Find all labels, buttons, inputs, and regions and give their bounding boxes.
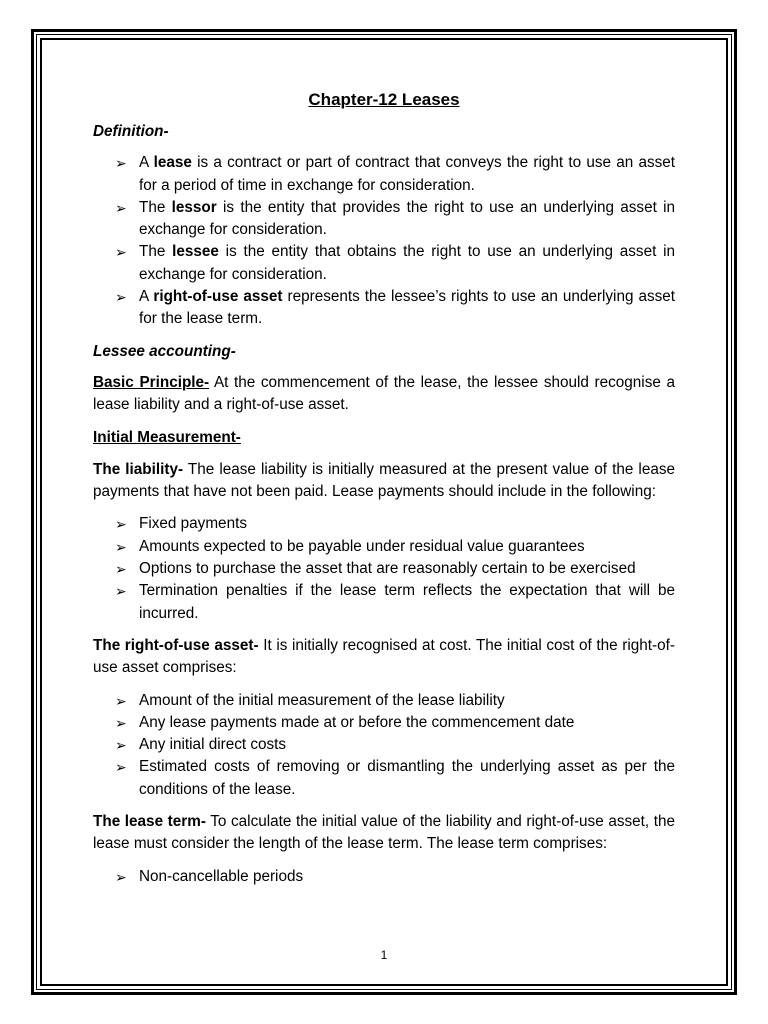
- list-item: ➢ Any initial direct costs: [93, 734, 675, 756]
- list-item: ➢ Options to purchase the asset that are reasonably certain to be exercised: [93, 558, 675, 580]
- definition-item: ➢ The lessor is the entity that provides the right to use an underlying asset in exchange for consideration.: [115, 198, 676, 239]
- lessee-accounting-heading: Lessee accounting-: [93, 342, 236, 360]
- lease-term-label: The lease term-: [93, 813, 206, 831]
- lease-term-paragraph: The lease term- To calculate the initial value of the liability and right-of-use asset, the lease must consider the length of the lease term. The lease term comprises:: [93, 813, 675, 853]
- rou-asset-label: The right-of-use asset-: [93, 636, 259, 654]
- arrow-bullet-icon: ➢: [115, 155, 127, 172]
- arrow-bullet-icon: ➢: [115, 516, 127, 533]
- initial-measurement-heading: Initial Measurement-: [93, 428, 241, 446]
- arrow-bullet-icon: ➢: [115, 737, 127, 754]
- arrow-bullet-icon: ➢: [115, 759, 127, 776]
- definition-heading: Definition-: [93, 123, 169, 140]
- definition-item: ➢ A lease is a contract or part of contract that conveys the right to use an asset for a period of time in exchange for consideration.: [115, 154, 676, 194]
- basic-principle-paragraph: Basic Principle- At the commencement of the lease, the lessee should recognise a lease liability and a right-of-use asset.: [93, 373, 675, 414]
- page-number: 1: [380, 948, 388, 962]
- definition-item: ➢ A right-of-use asset represents the lessee’s rights to use an underlying asset for the lease term.: [115, 288, 676, 328]
- arrow-bullet-icon: ➢: [115, 538, 127, 555]
- lease-term-list: [93, 866, 675, 888]
- rou-asset-paragraph: The right-of-use asset- It is initially recognised at cost. The initial cost of the right-of-use asset comprises:: [93, 636, 675, 677]
- arrow-bullet-icon: ➢: [115, 692, 127, 709]
- list-item: ➢ Amount of the initial measurement of the lease liability: [93, 690, 675, 712]
- arrow-bullet-icon: ➢: [115, 244, 127, 261]
- list-item: ➢ Estimated costs of removing or dismantling the underlying asset as per the conditions of the lease.: [115, 758, 675, 798]
- arrow-bullet-icon: ➢: [115, 199, 127, 216]
- definition-item: ➢ The lessee is the entity that obtains the right to use an underlying asset in exchange for consideration.: [115, 243, 675, 283]
- arrow-bullet-icon: ➢: [115, 289, 127, 306]
- arrow-bullet-icon: ➢: [115, 714, 127, 731]
- list-item: ➢ Amounts expected to be payable under residual value guarantees: [93, 536, 675, 558]
- liability-list: [93, 513, 675, 624]
- list-item: ➢ Any lease payments made at or before the commencement date: [93, 712, 675, 734]
- document-body: [93, 88, 675, 898]
- arrow-bullet-icon: ➢: [115, 583, 127, 600]
- page-title: Chapter-12 Leases: [308, 90, 460, 109]
- list-item: ➢ Fixed payments: [93, 513, 675, 535]
- list-item: ➢ Non-cancellable periods: [93, 866, 675, 888]
- definition-list: [93, 152, 675, 330]
- liability-label: The liability-: [93, 460, 184, 478]
- arrow-bullet-icon: ➢: [115, 561, 127, 578]
- liability-paragraph: The liability- The lease liability is initially measured at the present value of the lease payments that have not been paid. Lease payments should include in the following:: [93, 460, 675, 501]
- arrow-bullet-icon: ➢: [115, 868, 127, 885]
- basic-principle-label: Basic Principle-: [93, 373, 210, 391]
- list-item: ➢ Termination penalties if the lease term reflects the expectation that will be incurred.: [115, 582, 675, 622]
- rou-asset-list: [93, 690, 675, 801]
